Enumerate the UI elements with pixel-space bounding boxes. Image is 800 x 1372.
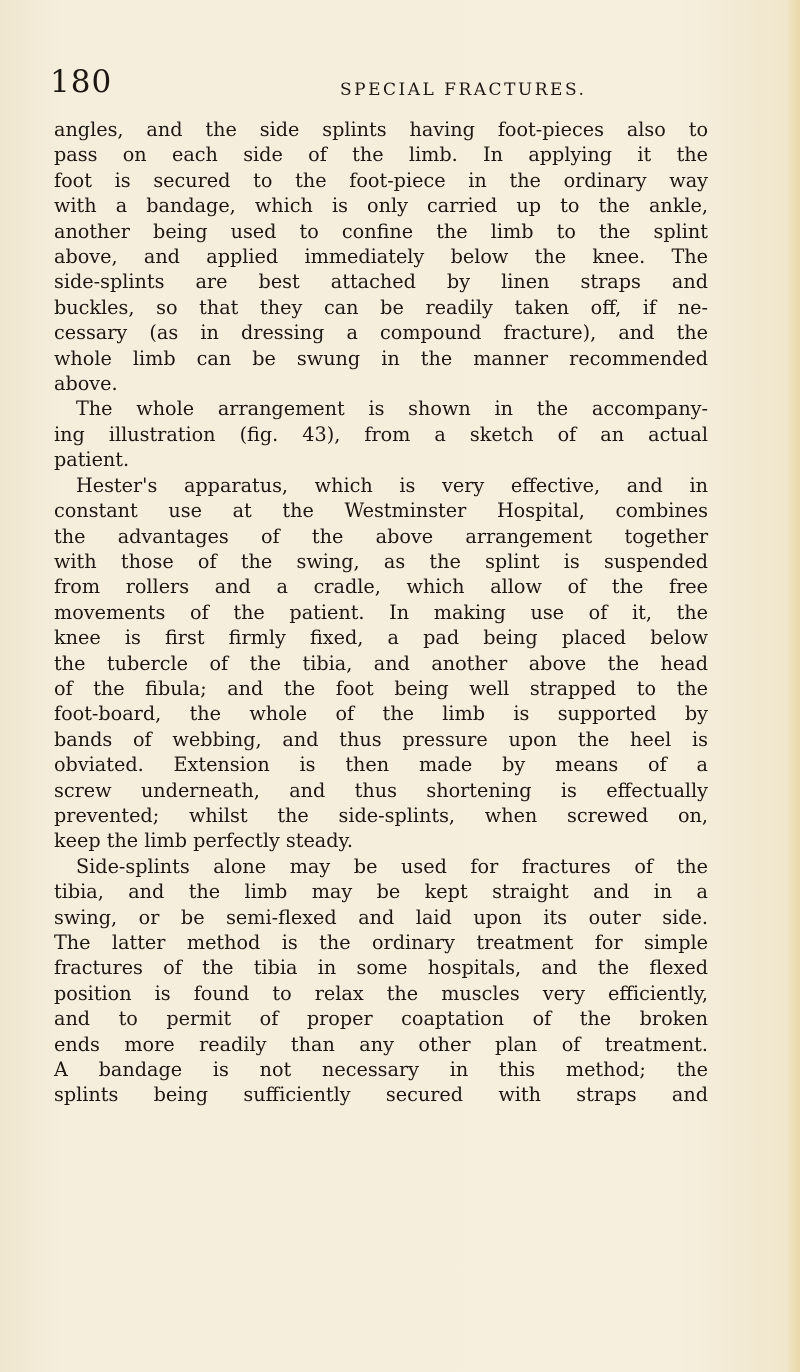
text-line: screw underneath, and thus shortening is effectually	[54, 778, 708, 802]
text-line: patient.	[54, 448, 130, 472]
text-line: another being used to confine the limb to the splint	[54, 219, 708, 243]
text-line: fractures of the tibia in some hospitals, and the flexed	[54, 956, 708, 980]
text-line: above.	[54, 372, 118, 396]
text-line: side-splints are best attached by linen straps and	[54, 270, 708, 294]
text-line: cessary (as in dressing a compound fracture), and the	[54, 321, 708, 345]
text-line: position is found to relax the muscles very efficiently,	[54, 981, 708, 1005]
text-line: tibia, and the limb may be kept straight and in a	[54, 880, 708, 904]
text-line: The latter method is the ordinary treatment for simple	[54, 931, 708, 954]
text-line: swing, or be semi-flexed and laid upon its outer side.	[54, 905, 708, 929]
page-edge-stain	[786, 0, 800, 1372]
text-line: movements of the patient. In making use of it, the	[54, 600, 708, 624]
text-line: the tubercle of the tibia, and another above the head	[54, 651, 708, 675]
text-line: pass on each side of the limb. In applying it the	[54, 143, 708, 167]
text-line: above, and applied immediately below the knee. The	[54, 245, 708, 269]
text-line: Hester's apparatus, which is very effective, and in	[76, 473, 708, 497]
text-line: bands of webbing, and thus pressure upon the heel is	[54, 727, 708, 751]
text-line: of the fibula; and the foot being well strapped to the	[54, 676, 708, 700]
text-line: A bandage is not necessary in this method; the	[54, 1058, 708, 1082]
running-head: SPECIAL FRACTURES.	[340, 80, 587, 100]
text-line: with those of the swing, as the splint is suspended	[54, 549, 708, 573]
text-line: the advantages of the above arrangement together	[54, 524, 708, 548]
text-line: knee is first firmly fixed, a pad being placed below	[54, 626, 708, 650]
text-line: whole limb can be swung in the manner recommended	[54, 346, 708, 370]
text-line: Side-splints alone may be used for fractures of the	[76, 854, 708, 878]
body-text	[54, 117, 708, 1108]
page-number: 180	[50, 64, 113, 100]
text-line: and to permit of proper coaptation of the broken	[54, 1007, 708, 1031]
text-line: prevented; whilst the side-splints, when screwed on,	[54, 803, 708, 827]
text-line: ing illustration (fig. 43), from a sketch of an actual	[54, 422, 708, 446]
text-line: buckles, so that they can be readily taken off, if ne-	[54, 295, 708, 319]
text-line: foot is secured to the foot-piece in the ordinary way	[54, 168, 708, 192]
page-header	[50, 62, 690, 102]
text-line: keep the limb perfectly steady.	[54, 829, 353, 853]
text-line: from rollers and a cradle, which allow of the free	[54, 575, 708, 599]
text-line: ends more readily than any other plan of treatment.	[54, 1032, 708, 1056]
text-line: foot-board, the whole of the limb is supported by	[54, 702, 708, 726]
text-line: constant use at the Westminster Hospital, combines	[54, 499, 708, 523]
text-line: obviated. Extension is then made by means of a	[54, 753, 708, 777]
text-line: angles, and the side splints having foot-pieces also to	[54, 118, 708, 141]
text-line: with a bandage, which is only carried up to the ankle,	[54, 194, 708, 218]
text-line: splints being sufficiently secured with straps and	[54, 1083, 708, 1107]
text-line: The whole arrangement is shown in the accompany-	[76, 397, 708, 421]
